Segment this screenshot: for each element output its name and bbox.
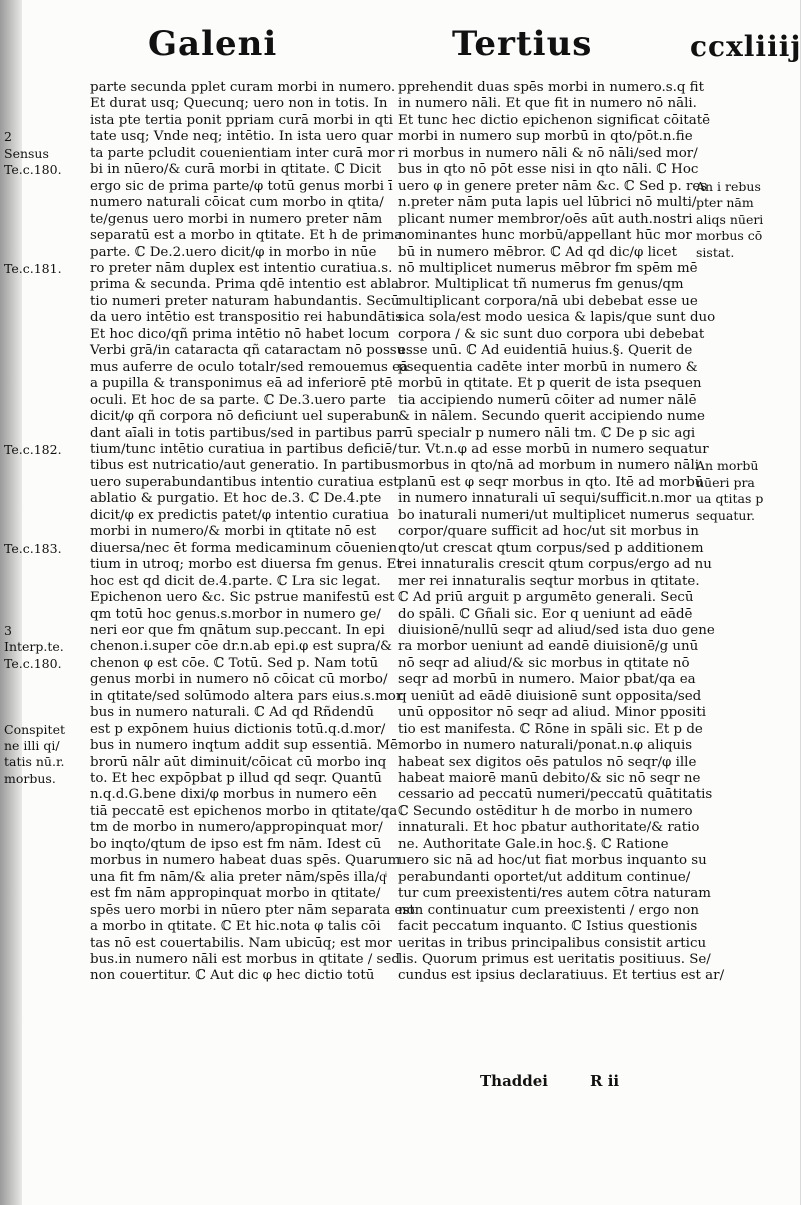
- text-line: genus morbi in numero nō cōicat cū morbo/: [90, 672, 388, 688]
- text-line: corpora / & sic sunt duo corpora ubi debebat: [398, 326, 705, 342]
- text-line: non couertitur. ℂ Aut dic φ hec dictio totū: [90, 968, 375, 984]
- text-line: facit peccatum inquanto. ℂ Istius questionis: [398, 919, 698, 935]
- running-head-left: Galeni: [148, 24, 278, 64]
- text-line: una fit fm nām/& alia preter nām/spēs illa/qͥ: [90, 869, 386, 885]
- text-line: ergo sic de prima parte/φ totū genus morbi ī: [90, 178, 393, 194]
- text-line: habeat maiorē manū debito/& sic nō seqr ne: [398, 771, 701, 787]
- margin-note: tatis nū.r.: [4, 754, 65, 770]
- text-line: bus in numero naturali. ℂ Ad qd Rñdendū: [90, 705, 374, 721]
- text-line: dicit/φ qñ corpora nō deficiunt uel superabun: [90, 409, 400, 425]
- text-line: Epichenon uero &c. Sic pstrue manifestū est: [90, 590, 395, 606]
- margin-note: Te.c.180.: [4, 162, 62, 178]
- text-line: & in nālem. Secundo querit accipiendo nume: [398, 409, 705, 425]
- margin-note: Sensus: [4, 145, 49, 161]
- text-line: tas nō est couertabilis. Nam ubicūq; est mor: [90, 935, 392, 951]
- text-line: a morbo in qtitate. ℂ Et hic.nota φ talis cōi: [90, 919, 381, 935]
- text-line: ne. Authoritate Gale.in hoc.§. ℂ Ratione: [398, 836, 669, 852]
- text-line: te/genus uero morbi in numero preter nām: [90, 211, 383, 227]
- text-line: psequentia cadēte inter morbū in numero &: [398, 359, 698, 375]
- text-line: bo inaturali numeri/ut multiplicet numerus: [398, 507, 690, 523]
- text-line: in numero nāli. Et que fit in numero nō nāli.: [398, 96, 697, 112]
- margin-note: ua qtitas p: [696, 491, 764, 507]
- text-line: numero naturali cōicat cum morbo in qtita/: [90, 195, 384, 211]
- text-line: da uero intētio est transpositio rei habundātis: [90, 310, 403, 326]
- text-line: n.q.d.G.bene dixi/φ morbus in numero eēn: [90, 787, 377, 803]
- text-line: mer rei innaturalis seqtur morbus in qtitate.: [398, 573, 700, 589]
- text-line: bus in numero inqtum addit sup essentiā. Mē: [90, 738, 398, 754]
- text-line: rei innaturalis crescit qtum corpus/ergo ad nu: [398, 557, 712, 573]
- signature-mark: R ii: [590, 1072, 620, 1090]
- margin-note: Te.c.181.: [4, 260, 62, 276]
- text-line: q ueniūt ad eādē diuisionē sunt opposita/sed: [398, 688, 702, 704]
- text-line: a pupilla & transponimus eā ad inferiorē ptē: [90, 376, 393, 392]
- text-line: unū oppositor nō seqr ad aliud. Minor ppositi: [398, 705, 707, 721]
- margin-note: Conspitet: [4, 721, 65, 737]
- text-line: tm de morbo in numero/appropinquat mor/: [90, 820, 383, 836]
- text-line: tio numeri preter naturam habundantis. Secū: [90, 293, 400, 309]
- text-line: uero φ in genere preter nām &c. ℂ Sed p. res: [398, 178, 708, 194]
- text-line: ista pte tertia ponit ppriam curā morbi in qti: [90, 112, 393, 128]
- margin-note: An i rebus: [696, 178, 761, 194]
- text-line: diuersa/nec ēt forma medicaminum cōuenien: [90, 540, 398, 556]
- text-line: in numero innaturali uī sequi/sufficit.n.mor: [398, 491, 692, 507]
- text-line: esse unū. ℂ Ad euidentiā huius.§. Querit de: [398, 343, 693, 359]
- text-line: morbi in numero/& morbi in qtitate nō est: [90, 524, 377, 540]
- margin-note: 3: [4, 622, 12, 638]
- text-line: spēs uero morbi in nūero pter nām separata est: [90, 902, 415, 918]
- text-line: non continuatur cum preexistenti / ergo non: [398, 902, 700, 918]
- text-line: ueritas in tribus principalibus consistit articu: [398, 935, 707, 951]
- text-line: uero superabundantibus intentio curatiua est: [90, 474, 399, 490]
- binding-gutter: [0, 0, 22, 1205]
- text-line: ℂ Secundo ostēditur h de morbo in numero: [398, 803, 693, 819]
- text-line: ra morbor ueniunt ad eandē diuisionē/g unū: [398, 639, 699, 655]
- margin-note: morbus cō: [696, 228, 763, 244]
- text-line: morbo in numero naturali/ponat.n.φ aliquis: [398, 738, 693, 754]
- text-line: Et durat usq; Quecunq; uero non in totis. In: [90, 96, 388, 112]
- text-line: est p expōnem huius dictionis totū.q.d.mor/: [90, 721, 386, 737]
- text-line: tibus est nutricatio/aut generatio. In partibus: [90, 458, 398, 474]
- margin-note: sequatur.: [696, 507, 755, 523]
- text-line: Et tunc hec dictio epichenon significat cōitatē: [398, 112, 711, 128]
- text-line: chenon φ est cōe. ℂ Totū. Sed p. Nam totū: [90, 655, 379, 671]
- text-line: Et hoc dico/qñ prima intētio nō habet locum: [90, 326, 390, 342]
- text-line: morbi in numero sup morbū in qto/pōt.n.fie: [398, 129, 693, 145]
- text-line: tur. Vt.n.φ ad esse morbū in numero sequatur: [398, 441, 709, 457]
- text-line: pprehendit duas spēs morbi in numero.s.q fit: [398, 80, 704, 95]
- text-line: tia accipiendo numerū cōiter ad numer nālē: [398, 392, 697, 408]
- text-line: hoc est qd dicit de.4.parte. ℂ Lra sic legat.: [90, 573, 381, 589]
- folio-number: ccxliiij: [690, 30, 801, 63]
- text-line: parte secunda pplet curam morbi in numero.: [90, 80, 396, 95]
- text-line: tate usq; Vnde neq; intētio. In ista uero quar: [90, 129, 393, 145]
- text-line: neri eor que fm qnātum sup.peccant. In epi: [90, 622, 385, 638]
- text-line: dicit/φ ex predictis patet/φ intentio curatiua: [90, 507, 389, 523]
- text-line: bo inqto/qtum de ipso est fm nām. Idest cū: [90, 836, 382, 852]
- text-line: nō seqr ad aliud/& sic morbus in qtitate nō: [398, 655, 690, 671]
- text-line: bus.in numero nāli est morbus in qtitate / sed: [90, 952, 400, 968]
- text-line: n.preter nām puta lapis uel lūbrici nō multi/: [398, 195, 697, 211]
- text-line: chenon.i.super cōe dr.n.ab epi.φ est supra/&: [90, 639, 392, 655]
- margin-note: 2: [4, 129, 12, 145]
- text-line: innaturali. Et hoc pbatur authoritate/& ratio: [398, 820, 700, 836]
- text-line: ablatio & purgatio. Et hoc de.3. ℂ De.4.pte: [90, 491, 382, 507]
- text-line: separatū est a morbo in qtitate. Et h de prima: [90, 228, 403, 244]
- text-line: multiplicant corpora/nā ubi debebat esse ue: [398, 293, 698, 309]
- margin-note: aliqs nūeri: [696, 211, 764, 227]
- text-line: bus in qto nō pōt esse nisi in qto nāli. ℂ Hoc: [398, 162, 699, 178]
- text-line: do spāli. ℂ Gñali sic. Eor q ueniunt ad eādē: [398, 606, 693, 622]
- text-line: habeat sex digitos oēs patulos nō seqr/φ ille: [398, 754, 697, 770]
- text-line: diuisionē/nullū seqr ad aliud/sed ista duo gene: [398, 622, 715, 638]
- text-line: tium in utroq; morbo est diuersa fm genus. Et: [90, 557, 402, 573]
- text-line: est fm nām appropinquat morbo in qtitate/: [90, 886, 381, 902]
- text-line: to. Et hec expōpbat p illud qd seqr. Quantū: [90, 771, 382, 787]
- text-line: seqr ad morbū in numero. Maior pbat/qa ea: [398, 672, 696, 688]
- text-line: rū specialr p numero nāli tm. ℂ De p sic agi: [398, 425, 696, 441]
- text-line: mus auferre de oculo totalr/sed remouemus eā: [90, 359, 409, 375]
- text-line: prima & secunda. Prima qdē intentio est abla: [90, 277, 400, 293]
- text-line: in qtitate/sed solūmodo altera pars eius.s.mor: [90, 688, 403, 704]
- text-line: parte. ℂ De.2.uero dicit/φ in morbo in nūe: [90, 244, 377, 260]
- text-line: tium/tunc intētio curatiua in partibus deficiē/: [90, 441, 397, 457]
- text-line: Verbi grā/in cataracta qñ cataractam nō possu: [90, 343, 406, 359]
- margin-note: pter nām: [696, 195, 754, 211]
- text-line: morbus in qto/nā ad morbum in numero nāli: [398, 458, 700, 474]
- text-line: bror. Multiplicat tñ numerus fm genus/qm: [398, 277, 684, 293]
- text-line: bū in numero mēbror. ℂ Ad qd dic/φ licet: [398, 244, 677, 260]
- text-line: perabundanti oportet/ut additum continue/: [398, 869, 691, 885]
- text-line: tiā peccatē est epichenos morbo in qtitate/qa: [90, 803, 398, 819]
- text-line: nominantes hunc morbū/appellant hūc mor: [398, 228, 692, 244]
- text-line: sica sola/est modo uesica & lapis/que sunt duo: [398, 310, 716, 326]
- text-line: plicant numer membror/oēs aūt auth.nostri: [398, 211, 693, 227]
- text-line: ℂ Ad priū arguit p argumēto generali. Secū: [398, 590, 694, 606]
- text-line: nō multiplicet numerus mēbror fm spēm mē: [398, 260, 698, 276]
- text-line: ri morbus in numero nāli & nō nāli/sed mor/: [398, 145, 698, 161]
- margin-note: ne illi qi/: [4, 738, 60, 753]
- text-line: qto/ut crescat qtum corpus/sed p additionem: [398, 540, 704, 556]
- text-line: uero sic nā ad hoc/ut fiat morbus inquanto su: [398, 853, 707, 869]
- margin-note: Te.c.182.: [4, 441, 62, 457]
- margin-note: sistat.: [696, 244, 735, 260]
- text-line: planū est φ seqr morbus in qto. Itē ad morbū: [398, 474, 704, 490]
- margin-note: morbus.: [4, 770, 56, 786]
- text-line: cundus est ipsius declaratiuus. Et tertius est ar/: [398, 968, 725, 984]
- text-line: tio est manifesta. ℂ Rōne in spāli sic. Et p de: [398, 721, 703, 737]
- text-line: cessario ad peccatū numeri/peccatū quātitatis: [398, 787, 713, 803]
- margin-note: Te.c.183.: [4, 540, 62, 556]
- text-line: morbus in numero habeat duas spēs. Quarum: [90, 853, 401, 869]
- margin-note: nūeri pra: [696, 474, 755, 490]
- text-line: qm totū hoc genus.s.morbor in numero ge/: [90, 606, 381, 622]
- catchword: Thaddei: [480, 1072, 549, 1090]
- text-line: tur cum preexistenti/res autem cōtra naturam: [398, 886, 711, 902]
- text-line: oculi. Et hoc de sa parte. ℂ De.3.uero parte: [90, 392, 386, 408]
- text-line: ro preter nām duplex est intentio curatiua.s.: [90, 260, 393, 276]
- text-line: morbū in qtitate. Et p querit de ista psequen: [398, 376, 702, 392]
- margin-note: Interp.te.: [4, 639, 64, 655]
- text-line: lis. Quorum primus est ueritatis positiuus. Se/: [398, 952, 711, 968]
- text-line: brorū nālr aūt diminuit/cōicat cū morbo inq: [90, 754, 387, 770]
- left-text-column: [90, 80, 415, 985]
- margin-note: Te.c.180.: [4, 655, 62, 671]
- text-line: corpor/quare sufficit ad hoc/ut sit morbus in: [398, 524, 699, 540]
- text-line: dant aīali in totis partibus/sed in partibus par: [90, 425, 400, 441]
- margin-note: An morbū: [696, 458, 759, 474]
- text-line: ta parte pcludit couenientiam inter curā mor: [90, 145, 395, 161]
- text-line: bi in nūero/& curā morbi in qtitate. ℂ Dicit: [90, 162, 382, 178]
- running-head-middle: Tertius: [452, 24, 593, 64]
